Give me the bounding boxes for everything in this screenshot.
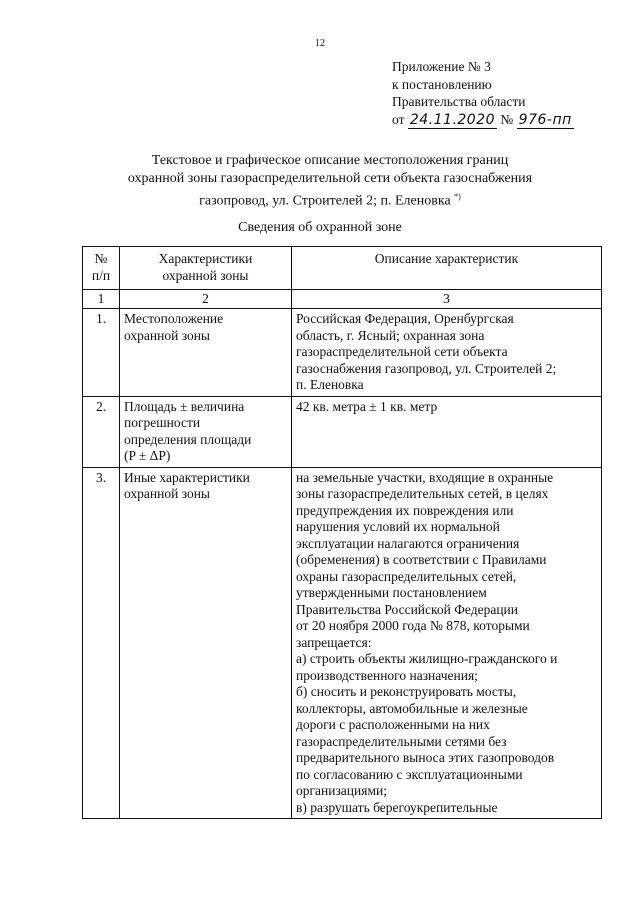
text-line: дороги с расположенными на них	[296, 717, 490, 732]
table-row	[83, 467, 602, 819]
table-row	[83, 309, 602, 397]
text-line: на земельные участки, входящие в охранные	[296, 469, 554, 485]
text-line: Площадь ± величина	[124, 398, 245, 414]
text-line: коллекторы, автомобильные и железные	[296, 700, 528, 716]
text-line: а) строить объекты жилищно-гражданского и	[296, 651, 558, 666]
text-line: область, г. Ясный; охранная зона	[296, 327, 485, 343]
text-line: Иные характеристики	[124, 469, 250, 485]
section-subtitle: Сведения об охранной зоне	[238, 220, 402, 235]
title-line-1: Текстовое и графическое описание местоположения границ	[151, 153, 509, 168]
header-num	[83, 247, 120, 290]
table-row	[83, 396, 602, 467]
text-line: Российская Федерация, Оренбургская	[296, 311, 514, 326]
number-sign: №	[500, 111, 514, 127]
text-line: охранной зоны	[124, 486, 211, 501]
text-line: погрешности	[124, 415, 201, 430]
row-characteristic	[120, 309, 292, 397]
text-line: газораспределительной сети объекта	[296, 344, 508, 359]
text-line: охранной зоны	[124, 327, 211, 343]
text-line: газоснабжения газопровод, ул. Строителей 2;	[296, 360, 557, 376]
handwritten-date: 24.11.2020	[409, 111, 496, 128]
col-number: 3	[292, 290, 602, 309]
header-char-line-2: охранной зоны	[162, 267, 249, 283]
text-line: газораспределительными сетями без	[296, 733, 507, 749]
text-line: п. Еленовка	[296, 377, 364, 392]
header-characteristics	[120, 247, 292, 290]
title-line-2: охранной зоны газораспределительной сети объекта газоснабжения	[127, 171, 533, 186]
text-line: запрещается:	[296, 634, 372, 650]
col-number: 2	[120, 290, 292, 309]
column-number-row	[83, 290, 602, 309]
from-prefix: от	[392, 111, 405, 127]
text-line: (P ± ΔP)	[124, 448, 171, 463]
protection-zone-table	[82, 246, 602, 819]
table-header-row	[83, 247, 602, 290]
text-line: (обременения) в соответствии с Правилами	[296, 552, 547, 567]
row-number: 1.	[83, 309, 120, 397]
document-title	[80, 152, 580, 211]
header-description: Описание характеристик	[292, 247, 602, 290]
text-line: производственного назначения;	[296, 667, 478, 683]
appendix-line-3: Правительства области	[392, 94, 526, 109]
text-line: предварительного выноса этих газопроводов	[296, 750, 555, 765]
text-line: б) сносить и реконструировать мосты,	[296, 684, 517, 699]
text-line: Правительства Российской Федерации	[296, 601, 518, 617]
text-line: утвержденными постановлением	[296, 585, 487, 600]
text-line: предупреждения их повреждения или	[296, 502, 514, 518]
text-line: эксплуатации налагаются ограничения	[296, 535, 520, 551]
text-line: Местоположение	[124, 311, 224, 326]
text-line: организациями;	[296, 783, 387, 798]
text-line: охраны газораспределительных сетей,	[296, 568, 517, 584]
row-number: 2.	[83, 396, 120, 467]
appendix-date-line	[392, 111, 574, 130]
text-line: определения площади	[124, 431, 252, 447]
text-line: нарушения условий их нормальной	[296, 519, 500, 534]
footnote-mark: *)	[454, 192, 461, 201]
text-line: от 20 ноября 2000 года № 878, которыми	[296, 618, 530, 633]
title-line-3	[80, 188, 580, 211]
header-num-line-1: №	[94, 251, 108, 266]
text-line: зоны газораспределительных сетей, в целях	[296, 486, 549, 501]
header-num-line-2: п/п	[91, 267, 111, 283]
text-line: 42 кв. метра ± 1 кв. метр	[296, 398, 438, 414]
appendix-header	[392, 58, 574, 129]
appendix-line-1: Приложение № 3	[392, 59, 491, 74]
col-number: 1	[83, 290, 120, 309]
row-characteristic	[120, 467, 292, 819]
row-description	[292, 309, 602, 397]
row-characteristic	[120, 396, 292, 467]
row-description	[292, 467, 602, 819]
handwritten-number: 976-пп	[518, 111, 572, 128]
text-line: по согласованию с эксплуатационными	[296, 766, 523, 782]
row-number: 3.	[83, 467, 120, 819]
header-char-line-1: Характеристики	[158, 251, 253, 266]
text-line: в) разрушать берегоукрепительные	[296, 799, 498, 815]
page-number: 12	[315, 38, 325, 49]
title-line-3-text: газопровод, ул. Строителей 2; п. Еленовка	[199, 193, 451, 209]
appendix-line-2: к постановлению	[392, 76, 492, 92]
row-description	[292, 396, 602, 467]
